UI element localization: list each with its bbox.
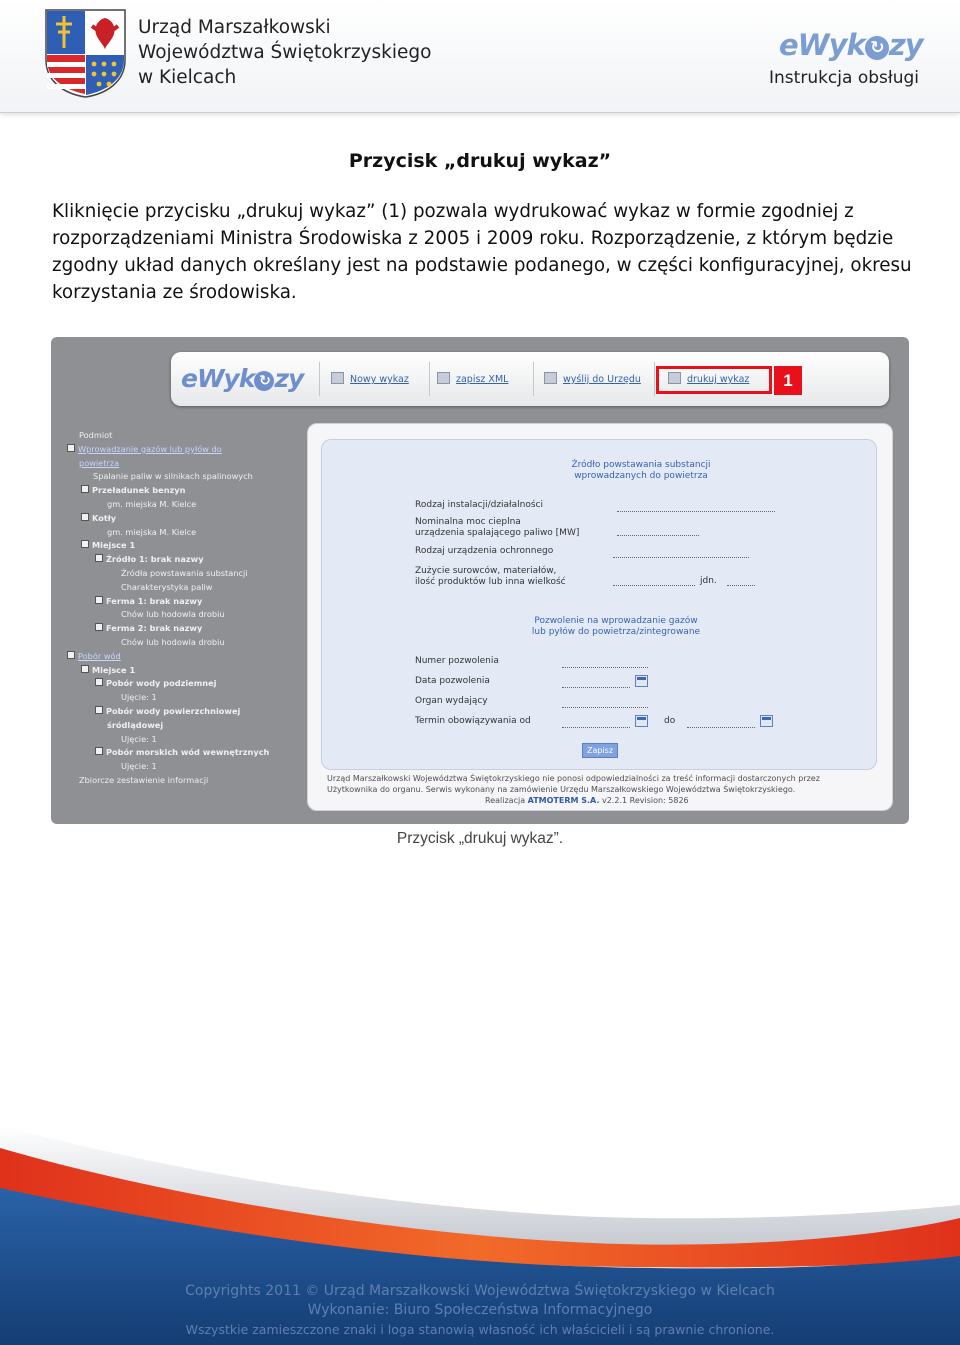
tree-item[interactable] xyxy=(67,719,305,733)
tree-item[interactable] xyxy=(67,691,305,705)
tree-item-label: Miejsce 1 xyxy=(92,664,136,675)
credits-line: Wykonanie: Biuro Społeczeństwa Informacyjnego xyxy=(307,1302,653,1318)
figure-caption: Przycisk „drukuj wykaz”. xyxy=(396,830,564,847)
toolbar-separator xyxy=(429,362,430,396)
unit-field[interactable] xyxy=(727,573,755,586)
tree-item[interactable] xyxy=(67,512,305,526)
tree-item[interactable] xyxy=(67,470,305,484)
calendar-icon[interactable] xyxy=(760,715,773,727)
app-logo-left: eWyk xyxy=(181,364,255,393)
logo-circle-icon: ↻ xyxy=(865,36,889,60)
org-line-1: Urząd Marszałkowski xyxy=(138,17,331,38)
tree-item-label: Charakterystyka paliw xyxy=(121,581,213,592)
expand-toggle-icon[interactable] xyxy=(67,651,75,659)
tree-item-label: Źródło 1: brak nazwy xyxy=(106,554,204,565)
permit-heading xyxy=(461,616,771,638)
tree-item-label: Pobór morskich wód wewnętrznych xyxy=(106,747,270,758)
source-heading xyxy=(491,460,791,482)
tree-item[interactable] xyxy=(67,567,305,581)
tree-item[interactable] xyxy=(67,539,305,553)
nominal-power-line-1: Nominalna moc cieplna xyxy=(415,517,521,527)
consumption-field[interactable] xyxy=(613,573,695,586)
nominal-power-field[interactable] xyxy=(617,523,699,536)
tree-item[interactable] xyxy=(67,760,305,774)
logo-right-text: zy xyxy=(888,28,923,62)
issuer-field[interactable] xyxy=(562,695,648,708)
manual-label: Instrukcja obsługi xyxy=(769,68,919,88)
validity-from-field[interactable] xyxy=(562,715,630,728)
tree-item[interactable] xyxy=(67,457,305,471)
expand-toggle-icon[interactable] xyxy=(95,623,103,631)
installation-type-field[interactable] xyxy=(617,499,775,512)
validity-to-field[interactable] xyxy=(687,715,755,728)
copyright-line: Copyrights 2011 © Urząd Marszałkowski Województwa Świętokrzyskiego w Kielcach xyxy=(185,1283,775,1299)
tree-item-label: Spalanie paliw w silnikach spalinowych xyxy=(93,471,253,482)
company-name: ATMOTERM S.A. xyxy=(527,796,600,805)
tree-item-label: gm. miejska M. Kielce xyxy=(107,526,197,537)
app-footer-line-3 xyxy=(327,795,875,806)
nominal-power-label xyxy=(415,517,579,539)
new-list-button[interactable] xyxy=(331,371,409,389)
expand-toggle-icon[interactable] xyxy=(67,444,75,452)
navigation-tree xyxy=(67,429,305,788)
tree-item[interactable] xyxy=(67,484,305,498)
expand-toggle-icon[interactable] xyxy=(81,513,89,521)
tree-item-label: Miejsce 1 xyxy=(92,540,136,551)
tree-item-label: Chów lub hodowla drobiu xyxy=(121,636,225,647)
installation-type-label: Rodzaj instalacji/działalności xyxy=(415,500,543,510)
tree-item[interactable] xyxy=(67,705,305,719)
tree-item[interactable] xyxy=(67,443,305,457)
app-footer-note xyxy=(327,773,875,806)
tree-item[interactable] xyxy=(67,429,305,443)
validity-to-label: do xyxy=(664,716,676,726)
expand-toggle-icon[interactable] xyxy=(81,665,89,673)
permit-date-label: Data pozwolenia xyxy=(415,676,490,686)
permit-number-field[interactable] xyxy=(562,655,648,668)
tree-item[interactable] xyxy=(67,650,305,664)
tree-item[interactable] xyxy=(67,636,305,650)
expand-toggle-icon[interactable] xyxy=(95,678,103,686)
expand-toggle-icon[interactable] xyxy=(95,706,103,714)
tree-item[interactable] xyxy=(67,581,305,595)
realization-label: Realizacja xyxy=(485,796,526,805)
tree-item-label: Ujęcie: 1 xyxy=(121,761,157,772)
ewykazy-logo xyxy=(779,28,923,62)
trademark-line: Wszystkie zamieszczone znaki i loga stanowią własność ich właścicieli i są prawnie chronione. xyxy=(185,1322,775,1337)
intro-paragraph: Kliknięcie przycisku „drukuj wykaz” (1) pozwala wydrukować wykaz w formie zgodniej z rozporządzeniami Ministra Środowiska z 2005 i 2009 roku. Rozporządzenie, z którym będzie zgodny układ danych określany jest na podstawie podanego, w części konfiguracyjnej, okresu korzystania ze środowiska. xyxy=(52,201,912,303)
validity-from-label: Termin obowiązywania od xyxy=(415,716,531,726)
tree-item[interactable] xyxy=(67,526,305,540)
tree-item-label: Przeładunek benzyn xyxy=(92,485,186,496)
organization-name xyxy=(138,15,431,90)
permit-date-field[interactable] xyxy=(562,675,630,688)
tree-item[interactable] xyxy=(67,553,305,567)
calendar-icon[interactable] xyxy=(635,715,648,727)
tree-item-label: śródlądowej xyxy=(107,719,164,730)
consumption-label xyxy=(415,566,566,588)
expand-toggle-icon[interactable] xyxy=(95,747,103,755)
tree-item[interactable] xyxy=(67,664,305,678)
new-document-icon xyxy=(331,372,344,384)
expand-toggle-icon[interactable] xyxy=(95,554,103,562)
source-heading-line-1: Źródło powstawania substancji xyxy=(571,460,711,470)
tree-item[interactable] xyxy=(67,498,305,512)
app-logo xyxy=(181,364,303,393)
expand-toggle-icon[interactable] xyxy=(81,485,89,493)
tree-item-label: gm. miejska M. Kielce xyxy=(107,498,197,509)
send-button[interactable] xyxy=(544,371,641,389)
coat-of-arms-icon xyxy=(44,8,127,98)
org-line-3: w Kielcach xyxy=(138,67,237,88)
logo-left-text: eWyk xyxy=(779,28,865,62)
tree-item[interactable] xyxy=(67,733,305,747)
send-icon xyxy=(544,372,557,384)
section-title: Przycisk „drukuj wykaz” xyxy=(348,150,612,172)
xml-file-icon xyxy=(437,372,450,384)
permit-number-label: Numer pozwolenia xyxy=(415,656,499,666)
tree-item-label: Wprowadzanie gazów lub pyłów do xyxy=(78,443,222,454)
tree-item[interactable] xyxy=(67,595,305,609)
consumption-line-1: Zużycie surowców, materiałów, xyxy=(415,566,557,576)
tree-item-label: Kotły xyxy=(92,512,117,523)
tree-item-label: Ferma 1: brak nazwy xyxy=(106,595,203,606)
app-logo-right: zy xyxy=(274,364,304,393)
consumption-line-2: ilość produktów lub inna wielkość xyxy=(415,577,566,587)
footer-text xyxy=(0,1281,960,1339)
toolbar-separator xyxy=(654,362,655,396)
save-xml-button[interactable] xyxy=(437,371,508,389)
permit-heading-line-1: Pozwolenie na wprowadzanie gazów xyxy=(534,616,698,626)
tree-item[interactable] xyxy=(67,608,305,622)
calendar-icon[interactable] xyxy=(635,675,648,687)
new-list-label: Nowy wykaz xyxy=(350,374,409,385)
tree-item-label: Ferma 2: brak nazwy xyxy=(106,623,203,634)
tree-item-label: Pobór wód xyxy=(78,650,121,661)
page-header xyxy=(0,0,960,113)
app-logo-circle-icon: ↻ xyxy=(254,371,274,391)
tree-item-label: Pobór wody powierzchniowej xyxy=(106,705,241,716)
source-heading-line-2: wprowadzanych do powietrza xyxy=(574,471,708,481)
tree-item-label: Zbiorcze zestawienie informacji xyxy=(79,774,209,785)
application-screenshot xyxy=(51,337,909,824)
save-button[interactable]: Zapisz xyxy=(582,743,618,758)
print-list-label: drukuj wykaz xyxy=(687,374,750,385)
tree-item-label: Ujęcie: 1 xyxy=(121,692,157,703)
toolbar-separator xyxy=(533,362,534,396)
issuer-label: Organ wydający xyxy=(415,696,488,706)
toolbar-separator xyxy=(319,362,320,396)
unit-label: jdn. xyxy=(700,576,717,586)
callout-marker: 1 xyxy=(774,366,802,395)
nominal-power-line-2: urządzenia spalającego paliwo [MW] xyxy=(415,528,580,538)
tree-item[interactable] xyxy=(67,746,305,760)
protective-device-label: Rodzaj urządzenia ochronnego xyxy=(415,546,554,556)
tree-item-label: Pobór wody podziemnej xyxy=(106,678,217,689)
tree-item-label: Ujęcie: 1 xyxy=(121,733,157,744)
permit-heading-line-2: lub pyłów do powietrza/zintegrowane xyxy=(531,627,701,637)
protective-device-field[interactable] xyxy=(613,545,749,558)
org-line-2: Województwa Świętokrzyskiego xyxy=(138,42,432,63)
tree-item[interactable] xyxy=(67,622,305,636)
send-label: wyślij do Urzędu xyxy=(563,374,641,385)
print-button-highlight xyxy=(656,366,772,394)
save-xml-label: zapisz XML xyxy=(456,374,509,385)
expand-toggle-icon[interactable] xyxy=(95,596,103,604)
app-footer-line-2: Użytkownika do organu. Serwis wykonany na zamówienie Urzędu Marszałkowskiego Województwa Świętokrzyskiego. xyxy=(327,785,796,794)
expand-toggle-icon[interactable] xyxy=(81,540,89,548)
app-footer-line-1: Urząd Marszałkowski Województwa Świętokrzyskiego nie ponosi odpowiedzialności za treść informacji dostarczonych przez xyxy=(327,774,820,783)
tree-item-label: Źródła powstawania substancji xyxy=(121,567,248,578)
revision-label: v2.2.1 Revision: 5826 xyxy=(601,796,689,805)
tree-item-label: powietrza xyxy=(79,457,120,468)
tree-item-label: Podmiot xyxy=(79,430,113,440)
tree-item[interactable] xyxy=(67,677,305,691)
tree-item[interactable] xyxy=(67,774,305,788)
tree-item-label: Chów lub hodowla drobiu xyxy=(121,609,225,620)
